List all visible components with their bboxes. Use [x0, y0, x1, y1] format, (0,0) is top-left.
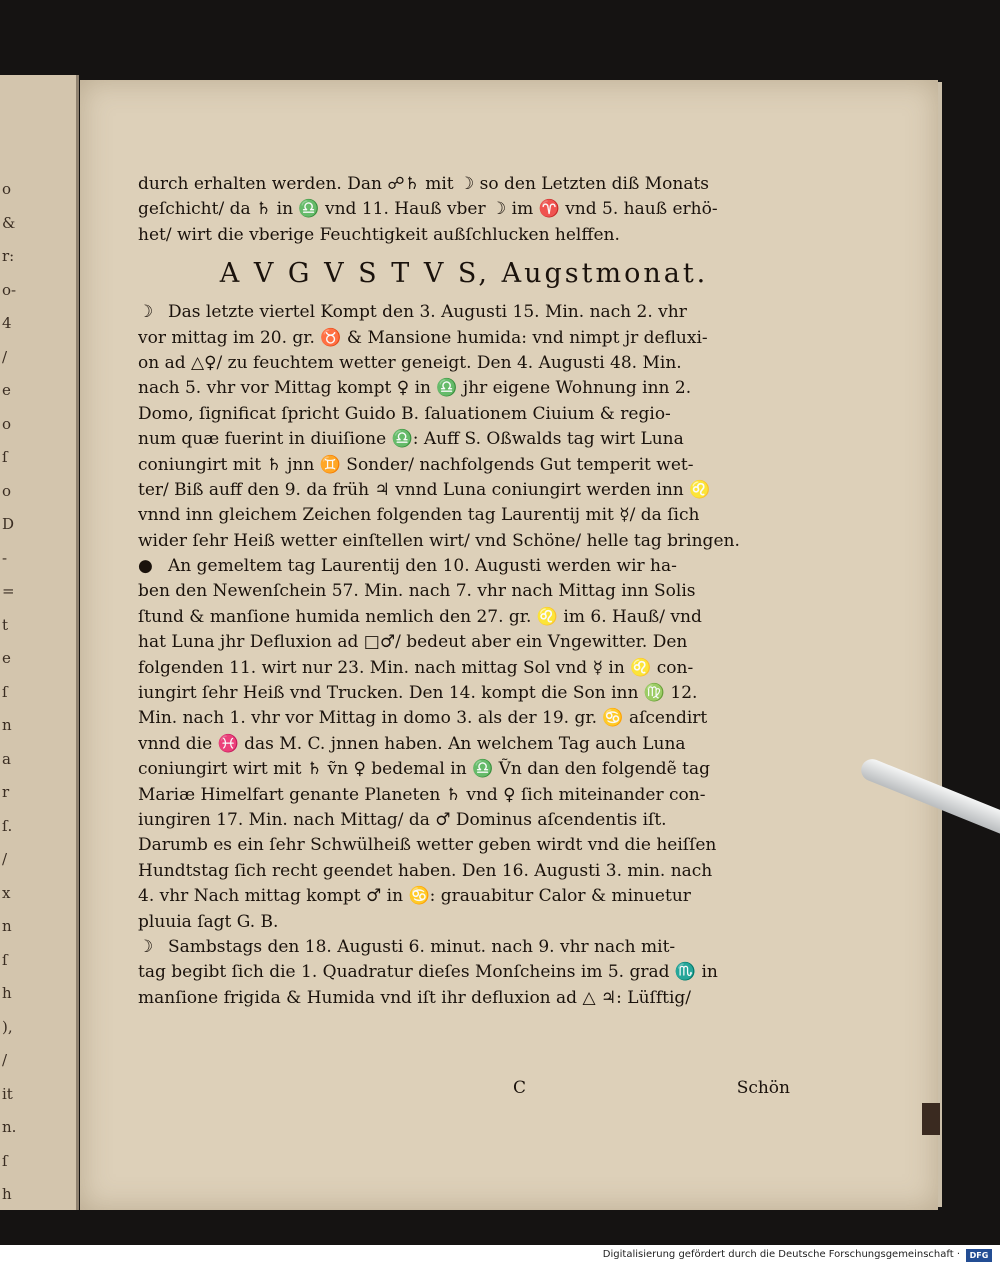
signature-mark: C: [513, 1078, 527, 1098]
text-line: Domo, ſignificat ſpricht Guido B. ſaluationem Ciuium & regio-: [138, 403, 671, 424]
left-page-fragment: ſ: [2, 682, 8, 701]
left-page-fragment: /: [2, 850, 8, 868]
paragraph-symbol: ●: [138, 556, 153, 577]
left-page-fragment: h: [2, 1185, 12, 1203]
page-tab: [922, 1103, 940, 1135]
text-line: durch erhalten werden. Dan ☍♄ mit ☽ so den Letzten diß Monats: [138, 174, 710, 194]
left-page-fragment: o-: [2, 280, 17, 299]
text-line: ſtund & manſione humida nemlich den 27. gr. ♌ im 6. Hauß/ vnd: [138, 606, 702, 627]
text-line: [138, 554, 790, 579]
left-page-fragment: e: [2, 381, 11, 399]
text-line: folgenden 11. wirt nur 23. Min. nach mittag Sol vnd ☿ in ♌ con-: [138, 657, 694, 678]
text-line: wider ſehr Heiß wetter einſtellen wirt/ vnd Schöne/ helle tag bringen.: [138, 530, 740, 551]
catchword: Schön: [736, 1078, 790, 1098]
left-page-fragment: h: [2, 984, 12, 1002]
text-line: iungirt ſehr Heiß vnd Trucken. Den 14. kompt die Son inn ♍ 12.: [138, 683, 698, 704]
left-page-fragment: r:: [2, 247, 15, 265]
left-page-fragment: ſ: [2, 950, 8, 969]
text-line: geſchicht/ da ♄ in ♎ vnd 11. Hauß vber ☽ im ♈ vnd 5. hauß erhö-: [138, 199, 718, 220]
text-line: [138, 300, 790, 325]
left-page-fragment: o: [2, 180, 12, 198]
text-line: vnnd die ♓ das M. C. jnnen haben. An welchem Tag auch Luna: [138, 733, 686, 754]
text-line: ter/ Biß auff den 9. da früh ♃ vnnd Luna coniungirt werden inn ♌: [138, 479, 711, 500]
text-line: iungiren 17. Min. nach Mittag/ da ♂ Dominus aſcendentis iſt.: [138, 809, 667, 830]
paragraph-symbol: ☽: [138, 936, 154, 957]
left-page-fragment: n: [2, 716, 12, 734]
text-line: vnnd inn gleichem Zeichen folgenden tag Laurentij mit ☿/ da ſich: [138, 505, 700, 526]
left-page-fragment: -: [2, 548, 8, 567]
paragraph-symbol: ☽: [138, 302, 154, 323]
left-page-fragment: 4: [2, 314, 12, 332]
text-line: on ad △♀/ zu feuchtem wetter geneigt. Den 4. Augusti 48. Min.: [138, 352, 682, 373]
left-page-fragment: r: [2, 783, 10, 801]
left-page-fragment: a: [2, 749, 11, 768]
left-page-fragment: it: [2, 1084, 13, 1103]
line-text: Das letzte viertel Kompt den 3. Augusti 15. Min. nach 2. vhr: [168, 302, 687, 323]
left-page-fragment: ſ: [2, 1151, 8, 1170]
line-text: An gemeltem tag Laurentij den 10. Augusti werden wir ha-: [168, 556, 677, 577]
left-page-fragment: =: [2, 582, 15, 600]
text-line: pluuia ſagt G. B.: [138, 911, 279, 932]
text-line: Mariæ Himelfart genante Planeten ♄ vnd ♀ ſich miteinander con-: [138, 784, 706, 805]
paragraph: [138, 554, 790, 935]
text-line: tag begibt ſich die 1. Quadratur dieſes Monſcheins im 5. grad ♏ in: [138, 962, 718, 983]
text-line: ben den Newenſchein 57. Min. nach 7. vhr nach Mittag inn Solis: [138, 581, 696, 602]
left-page-fragment: o: [2, 481, 12, 500]
page-text: [138, 172, 790, 1011]
paragraph: [138, 300, 790, 554]
text-line: 4. vhr Nach mittag kompt ♂ in ♋: grauabitur Calor & minuetur: [138, 886, 691, 907]
text-line: vor mittag im 20. gr. ♉ & Mansione humida: vnd nimpt jr defluxi-: [138, 327, 708, 348]
text-line: manſione frigida & Humida vnd iſt ihr defluxion ad △ ♃: Lüſftig/: [138, 987, 691, 1008]
left-page-fragment: ),: [2, 1017, 13, 1036]
text-line: Hundtstag ſich recht geendet haben. Den 16. Augusti 3. min. nach: [138, 860, 713, 881]
text-line: [138, 935, 790, 960]
left-page-fragment: t: [2, 615, 9, 634]
left-page-fragment: ſ: [2, 448, 8, 466]
left-page-fragment: n: [2, 917, 12, 935]
line-text: Sambstags den 18. Augusti 6. minut. nach 9. vhr nach mit-: [168, 936, 676, 957]
left-page-fragment: x: [2, 883, 11, 902]
left-page-fragment: ſ.: [2, 816, 13, 835]
text-line: hat Luna jhr Defluxion ad □♂/ bedeut aber ein Vngewitter. Den: [138, 632, 688, 653]
intro-block: [138, 172, 790, 248]
paragraphs: [138, 300, 790, 1011]
left-page-fragment: o: [2, 414, 12, 433]
section-heading: A V G V S T V S, Augstmonat.: [219, 258, 709, 290]
text-line: Darumb es ein ſehr Schwülheiß wetter geben wirdt vnd die heiſſen: [138, 835, 717, 856]
catchline: [138, 1078, 790, 1104]
paragraph: [138, 935, 790, 1011]
footer-text: Digitalisierung gefördert durch die Deutsche Forschungsgemeinschaft ·: [602, 1249, 960, 1260]
text-line: nach 5. vhr vor Mittag kompt ♀ in ♎ jhr eigene Wohnung inn 2.: [138, 378, 692, 399]
footer-bar: [0, 1245, 1000, 1266]
left-page-fragment: /: [2, 1051, 8, 1069]
text-line: Min. nach 1. vhr vor Mittag in domo 3. als der 19. gr. ♋ aſcendirt: [138, 708, 708, 729]
left-page-fragment: /: [2, 347, 8, 366]
text-line: coniungirt wirt mit ♄ ṽn ♀ bedemal in ♎ Ṽn dan den folgendẽ tag: [138, 759, 710, 780]
text-line: het/ wirt die vberige Feuchtigkeit außſchlucken helffen.: [138, 224, 620, 245]
dfg-logo: DFG: [966, 1249, 992, 1262]
left-page-fragment: n.: [2, 1118, 17, 1136]
left-page: [0, 75, 79, 1210]
text-line: num quæ fuerint in diuiſione ♎: Auff S. Oßwalds tag wirt Luna: [138, 429, 684, 450]
left-page-fragment: &: [2, 213, 16, 232]
text-line: coniungirt mit ♄ jnn ♊ Sonder/ nachfolgends Gut temperit wet-: [138, 454, 694, 475]
left-page-fragment: e: [2, 649, 11, 667]
left-page-fragment: D: [2, 515, 15, 533]
